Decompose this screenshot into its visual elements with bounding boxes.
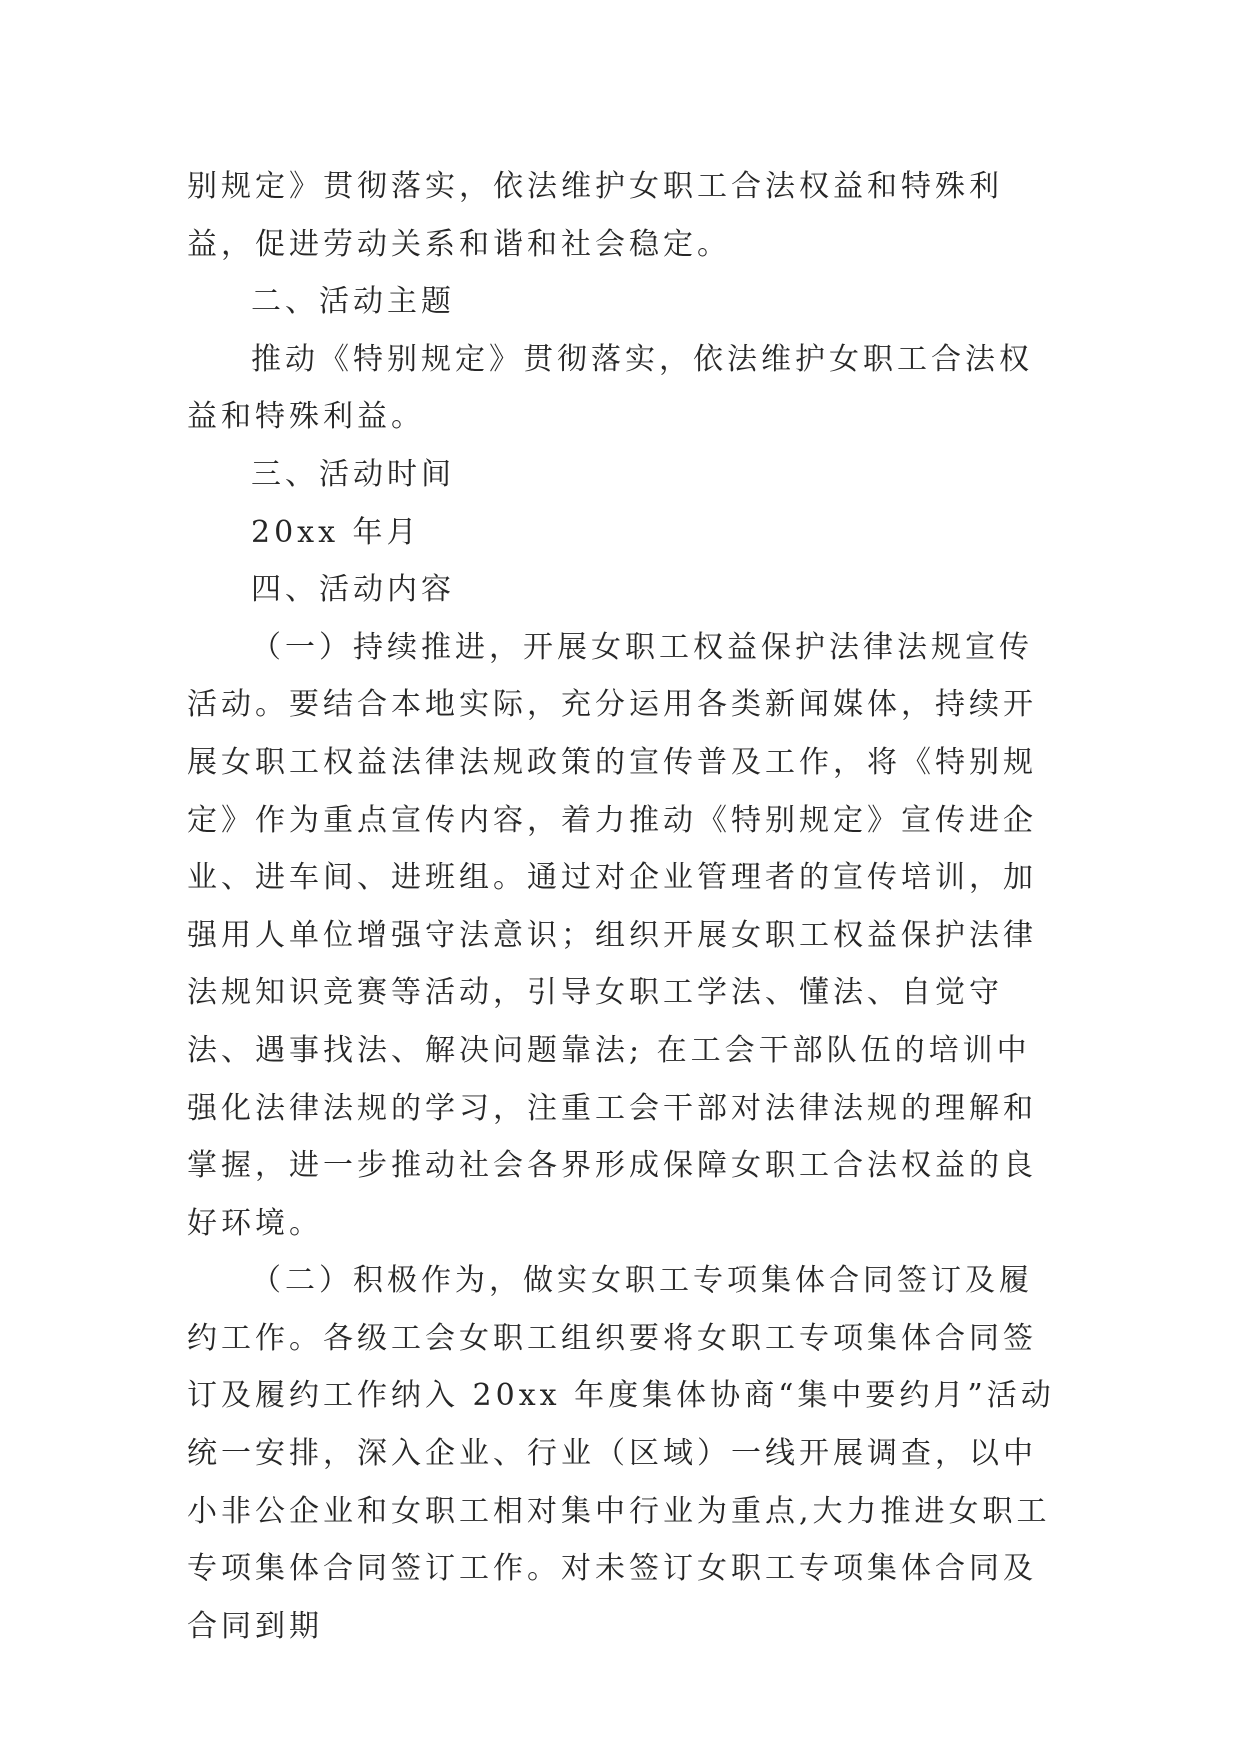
section-heading-activity-time: 三、活动时间 xyxy=(251,456,455,492)
paragraph-time: 20xx 年月 xyxy=(251,514,421,550)
paragraph-content-1: （一）持续推进，开展女职工权益保护法律法规宣传活动。要结合本地实际，充分运用各类新闻媒体，持续开展女职工权益法律法规政策的宣传普及工作，将《特别规定》作为重点宣传内容，着力推动《特别规定》宣传进企业、进车间、进班组。通过对企业管理者的宣传培训，加强用人单位增强守法意识；组织开展女职工权益保护法律法规知识竞赛等活动，引导女职工学法、懂法、自觉守法、遇事找法、解决问题靠法; 在工会干部队伍的培训中强化法律法规的学习，注重工会干部对法律法规的理解和掌握，进一步推动社会各界形成保障女职工合法权益的良好环境。 xyxy=(187,629,1037,1241)
document-body xyxy=(187,158,1057,1655)
paragraph-content-2: （二）积极作为，做实女职工专项集体合同签订及履约工作。各级工会女职工组织要将女职工专项集体合同签订及履约工作纳入 20xx 年度集体协商“集中要约月”活动统一安排，深入企业、行业（区域）一线开展调查，以中小非公企业和女职工相对集中行业为重点,大力推进女职工专项集体合同签订工作。对未签订女职工专项集体合同及合同到期 xyxy=(187,1263,1055,1644)
section-heading-activity-theme: 二、活动主题 xyxy=(251,284,455,320)
paragraph-theme: 推动《特别规定》贯彻落实，依法维护女职工合法权益和特殊利益。 xyxy=(187,341,1033,435)
paragraph-continuation: 别规定》贯彻落实，依法维护女职工合法权益和特殊利益，促进劳动关系和谐和社会稳定。 xyxy=(187,169,1003,262)
section-heading-activity-content: 四、活动内容 xyxy=(251,572,455,608)
